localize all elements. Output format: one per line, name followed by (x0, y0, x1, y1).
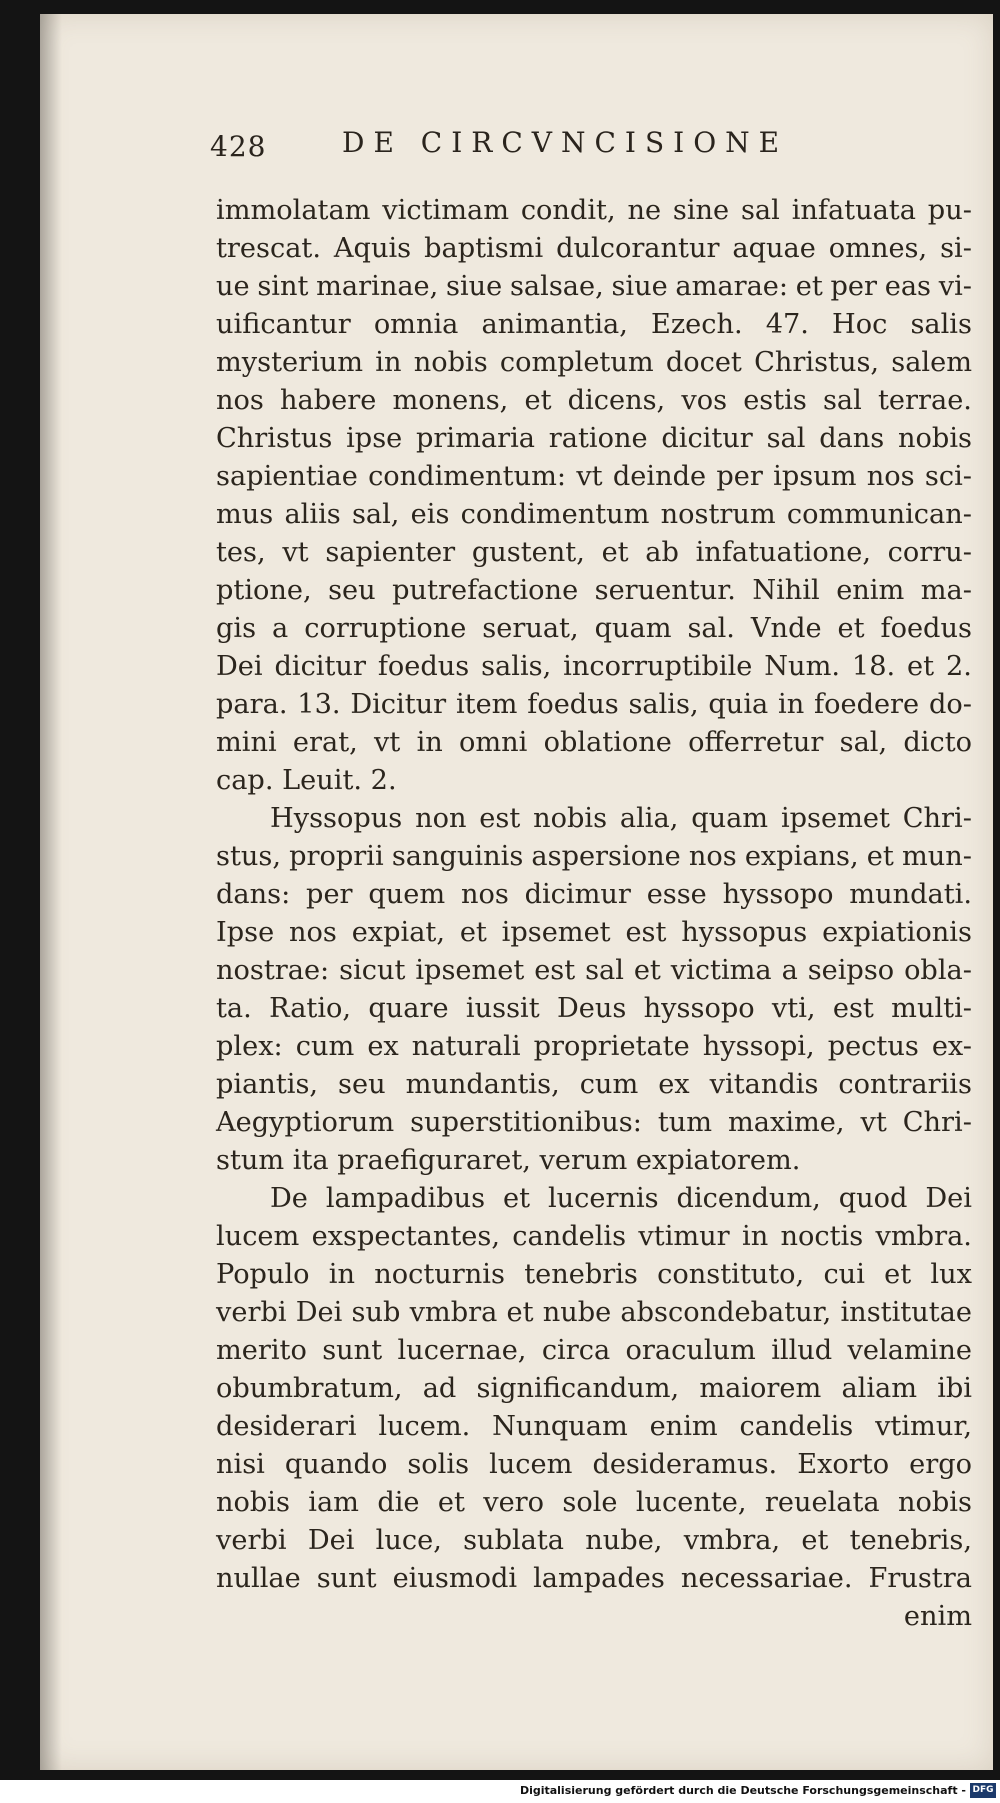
text-line: stus, proprii sanguinis aspersione nos expians, et mun- (216, 841, 972, 872)
text-line: verbi Dei sub vmbra et nube abscondebatur, institutae (216, 1297, 972, 1328)
text-line: sapientiae condimentum: vt deinde per ipsum nos sci- (216, 461, 972, 492)
text-line: Dei dicitur foedus salis, incorruptibile Num. 18. et 2. (216, 651, 972, 682)
text-line: uificantur omnia animantia, Ezech. 47. Hoc salis (216, 309, 972, 340)
text-line: mysterium in nobis completum docet Christus, salem (216, 347, 972, 378)
text-line: enim (903, 1601, 972, 1632)
running-head: DE CIRCVNCISIONE (342, 126, 789, 159)
text-line: stum ita praefiguraret, verum expiatorem. (216, 1145, 801, 1176)
text-line: cap. Leuit. 2. (216, 765, 397, 796)
text-line: piantis, seu mundantis, cum ex vitandis contrariis (216, 1069, 972, 1100)
text-line: plex: cum ex naturali proprietate hyssopi, pectus ex- (216, 1031, 972, 1062)
text-line: nullae sunt eiusmodi lampades necessariae. Frustra (216, 1563, 972, 1594)
text-line: trescat. Aquis baptismi dulcorantur aquae omnes, si- (216, 233, 972, 264)
text-line: nisi quando solis lucem desideramus. Exorto ergo (216, 1449, 972, 1480)
text-line: mus aliis sal, eis condimentum nostrum communican- (216, 499, 972, 530)
text-line: gis a corruptione seruat, quam sal. Vnde et foedus (216, 613, 972, 644)
text-line: nostrae: sicut ipsemet est sal et victima a seipso obla- (216, 955, 972, 986)
page-header (40, 126, 993, 166)
text-line: De lampadibus et lucernis dicendum, quod Dei (270, 1183, 972, 1214)
text-line: desiderari lucem. Nunquam enim candelis vtimur, (216, 1411, 972, 1442)
footer-credit: Digitalisierung gefördert durch die Deutsche Forschungsgemeinschaft - (519, 1784, 966, 1797)
text-line: ta. Ratio, quare iussit Deus hyssopo vti, est multi- (216, 993, 972, 1024)
text-line: immolatam victimam condit, ne sine sal infatuata pu- (216, 195, 972, 226)
text-line: lucem exspectantes, candelis vtimur in noctis vmbra. (216, 1221, 972, 1252)
text-line: nobis iam die et vero sole lucente, reuelata nobis (216, 1487, 972, 1518)
text-line: para. 13. Dicitur item foedus salis, quia in foedere do- (216, 689, 972, 720)
text-line: mini erat, vt in omni oblatione offerretur sal, dicto (216, 727, 972, 758)
footer-bar (0, 1780, 1000, 1803)
text-line: Christus ipse primaria ratione dicitur sal dans nobis (216, 423, 972, 454)
text-line: dans: per quem nos dicimur esse hyssopo mundati. (216, 879, 972, 910)
text-line: Populo in nocturnis tenebris constituto, cui et lux (216, 1259, 972, 1290)
body-text (216, 192, 972, 1636)
spine-shadow (40, 14, 62, 1770)
text-line: verbi Dei luce, sublata nube, vmbra, et tenebris, (216, 1525, 972, 1556)
text-line: obumbratum, ad significandum, maiorem aliam ibi (216, 1373, 972, 1404)
dfg-logo: DFG (970, 1783, 996, 1798)
text-line: Hyssopus non est nobis alia, quam ipsemet Chri- (270, 803, 972, 834)
page-number: 428 (210, 130, 267, 163)
text-line: nos habere monens, et dicens, vos estis sal terrae. (216, 385, 972, 416)
text-line: Aegyptiorum superstitionibus: tum maxime, vt Chri- (216, 1107, 972, 1138)
text-line: merito sunt lucernae, circa oraculum illud velamine (216, 1335, 972, 1366)
text-line: ue sint marinae, siue salsae, siue amarae: et per eas vi- (216, 271, 972, 302)
book-page (40, 14, 993, 1770)
text-line: tes, vt sapienter gustent, et ab infatuatione, corru- (216, 537, 972, 568)
text-line: ptione, seu putrefactione seruentur. Nihil enim ma- (216, 575, 972, 606)
text-line: Ipse nos expiat, et ipsemet est hyssopus expiationis (216, 917, 972, 948)
